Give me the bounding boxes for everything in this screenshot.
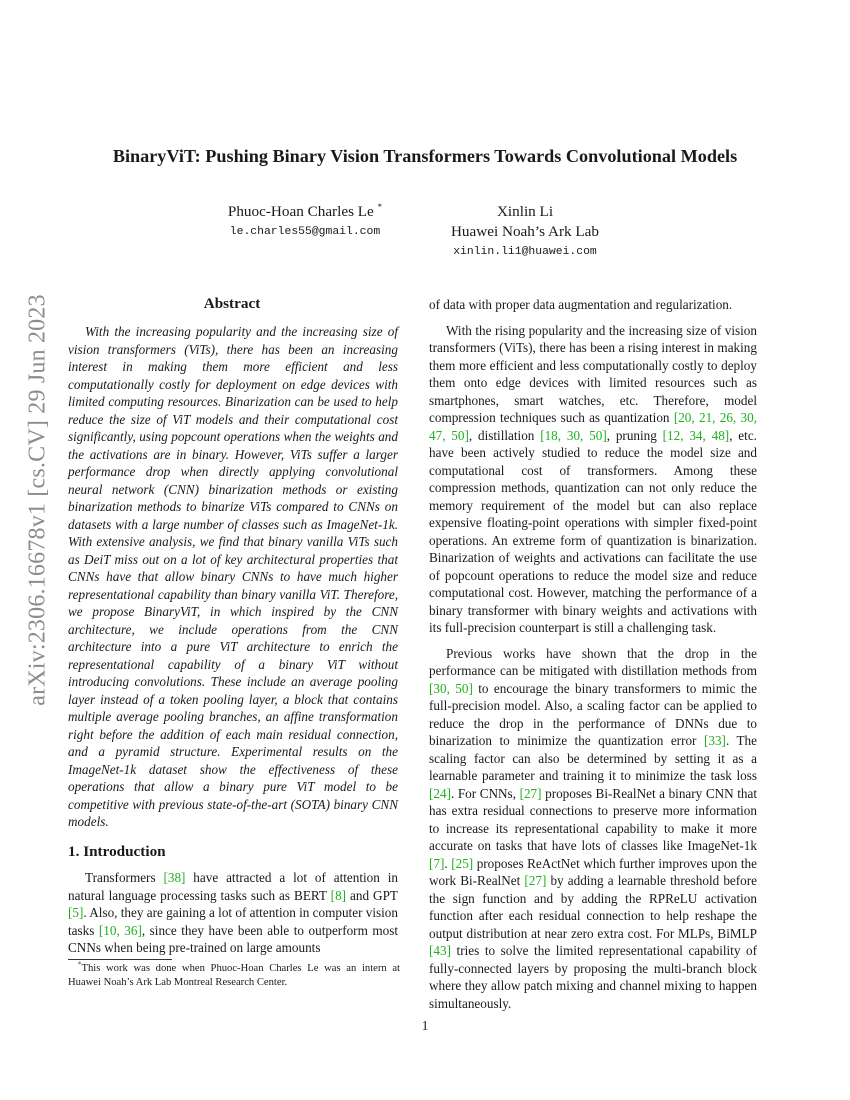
citation-link[interactable]: [24] [429, 785, 451, 801]
arxiv-sidebar-stamp [18, 296, 58, 704]
citation-link[interactable]: [18, 30, 50] [540, 427, 607, 443]
paragraph-text: to encourage the binary transformers to mimic the full-precision model. Also, a scaling factor can be applied to reduce the drop in the performance of DNNs due to binarization to minimize the quantization error [429, 680, 757, 748]
intro-paragraph-1 [68, 869, 398, 957]
citation-link[interactable]: [10, 36] [98, 922, 142, 938]
right-paragraph-0 [429, 296, 757, 314]
paragraph-text: , since they have been able to outperform most CNNs when being pre-trained on large amounts [68, 922, 398, 955]
intro-body [68, 869, 398, 957]
citation-link[interactable]: [27] [524, 873, 547, 888]
citation-link[interactable]: [30, 50] [429, 680, 473, 696]
paragraph-text: , etc. have been actively studied to reduce the model size and computational cost of transformers. Among these compression methods, quantization can not only reduce the memory requirement of the model but can also replace expensive floating-point operations with simpler fixed-point operations. An extreme form of quantization is binarization. Binarization of weights and activations can facilitate the use of popcount operations to reduce the model size and reduce computational cost. However, matching the performance of a binary transformer with binary weights and activations with its full-precision counterpart is still a challenging task. [429, 427, 757, 635]
abstract-body [68, 323, 398, 831]
paragraph-text: and GPT [346, 887, 398, 903]
citation-link[interactable]: [7] [429, 855, 445, 871]
footnote-marker: * [78, 960, 82, 969]
paragraph-text: by adding a learnable threshold before the sign function and by adding the RPReLU activation function after each residual connection to help reshape the output distribution at near zero extra cost. For MLPs, BiMLP [429, 873, 757, 941]
citation-link[interactable]: [20, 21, 26, 30, 47, 50] [429, 410, 757, 443]
paragraph-text: Previous works have shown that the drop in the performance can be mitigated with distillation methods from [429, 645, 757, 678]
citation-link[interactable]: [33] [703, 733, 726, 748]
citation-link[interactable]: [27] [519, 785, 542, 801]
paragraph-text: have attracted a lot of attention in natural language processing tasks such as BERT [68, 870, 398, 903]
paragraph-text: proposes Bi-RealNet a binary CNN that has extra residual connections to preserve more information to increase its representational capability to make it more accurate on tasks that have lots of classes like ImageNet-1k [429, 785, 758, 853]
citation-link[interactable]: [8] [330, 887, 347, 903]
paragraph-text: of data with proper data augmentation and regularization. [429, 297, 733, 312]
right-paragraph-1 [429, 322, 757, 637]
author-email-2[interactable]: xinlin.li1@huawei.com [453, 246, 597, 258]
abstract-text: With the increasing popularity and the increasing size of vision transformers (ViTs), there has been an increasing interest in making them more efficient and less computationally costly for deployment on edge devices with limited computing resources. Binarization can be used to help reduce the size of ViT models and their computational cost significantly, using popcount operations when the weights and the activations are in binary. However, ViTs suffer a larger performance drop when directly applying convolutional neural network (CNN) binarization methods or existing binarization methods to binarize ViTs compared to CNNs on datasets with a large number of classes such as ImageNet-1k. With extensive analysis, we find that binary vanilla ViTs such as DeiT miss out on a lot of key architectural properties that CNNs have that allow binary CNNs to have much higher representational capability than binary vanilla ViT. Therefore, we propose BinaryViT, in which inspired by the CNN architecture, we include operations from the CNN architecture into a pure ViT architecture to enrich the representational capability of a binary ViT without introducing convolutions. These include an average pooling layer instead of a token pooling layer, a block that contains multiple average pooling branches, an affine transformation right before the addition of each main residual connection, and a pyramid structure. Experimental results on the ImageNet-1k dataset show the effectiveness of these operations that allow a binary pure ViT model to be competitive with previous state-of-the-art (SOTA) binary CNN models. [68, 324, 398, 829]
paragraph-text: . The scaling factor can also be determined by setting it as a learnable parameter and training it to minimize the task loss [429, 733, 757, 783]
paragraph-text: tries to solve the limited representational capability of fully-connected layers by proposing the multi-branch block where they allow patch mixing and channel mixing to happen simultaneously. [429, 943, 757, 1011]
right-column [429, 296, 757, 1012]
citation-link[interactable]: [12, 34, 48] [662, 427, 730, 443]
paper-title: BinaryViT: Pushing Binary Vision Transformers Towards Convolutional Models [112, 146, 738, 166]
paragraph-text: proposes ReActNet which further improves upon the work Bi-RealNet [429, 855, 758, 888]
footnote [68, 962, 400, 990]
abstract-heading: Abstract [203, 295, 261, 312]
author-footnote-marker: * [377, 201, 383, 212]
footnote-rule [68, 959, 172, 960]
section-heading-introduction: 1. Introduction [68, 843, 166, 860]
author-name-1 [210, 202, 400, 222]
paragraph-text: With the rising popularity and the increasing size of vision transformers (ViTs), there has been a rising interest in making them more efficient and less computationally costly to deploy them onto edge devices with limited resources such as smartphones, smart watches, etc. Therefore, model compression techniques such as quantization [429, 322, 757, 425]
paragraph-text: . For CNNs, [450, 785, 520, 801]
author-affiliation-2: Huawei Noah’s Ark Lab [450, 223, 600, 240]
author-name-2: Xinlin Li [496, 203, 554, 220]
author-name-1-text: Phuoc-Hoan Charles Le [227, 203, 374, 220]
page-number: 1 [421, 1018, 429, 1033]
paragraph-text: , distillation [468, 427, 541, 443]
right-paragraph-2 [429, 645, 757, 1013]
paragraph-text: . [444, 855, 452, 871]
author-block-1 [210, 202, 400, 242]
paragraph-text: . Also, they are gaining a lot of attention in computer vision tasks [68, 905, 398, 938]
footnote-text: This work was done when Phuoc-Hoan Charles Le was an intern at Huawei Noah’s Ark Lab Montreal Research Center. [68, 963, 400, 988]
citation-link[interactable]: [25] [451, 855, 474, 871]
author-email-1[interactable]: le.charles55@gmail.com [229, 226, 381, 238]
citation-link[interactable]: [43] [429, 943, 451, 958]
citation-link[interactable]: [5] [68, 905, 84, 920]
citation-link[interactable]: [38] [163, 870, 186, 885]
author-block-2 [430, 202, 620, 262]
paragraph-text: Transformers [85, 870, 164, 885]
arxiv-id: arXiv:2306.16678v1 [cs.CV] 29 Jun 2023 [24, 294, 51, 706]
paragraph-text: , pruning [606, 427, 663, 443]
